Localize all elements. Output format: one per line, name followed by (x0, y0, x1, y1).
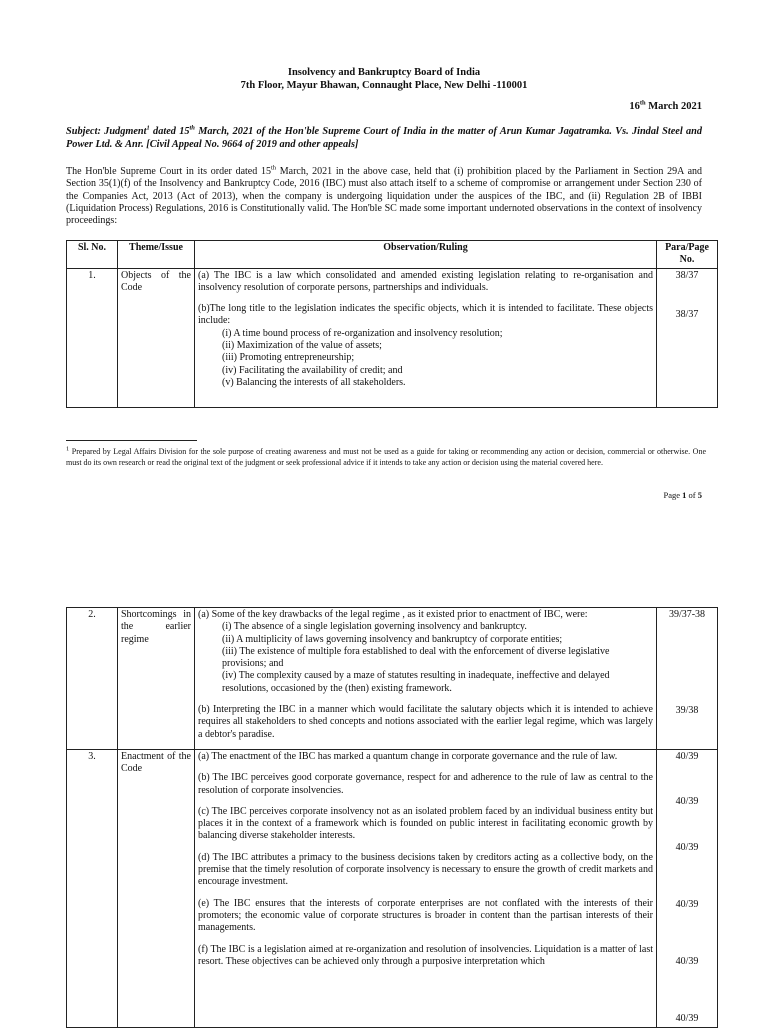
row-para-refs (657, 750, 718, 1028)
observation-item: (b) Interpreting the IBC in a manner which would facilitate the salutary objects which it is intended to achieve requires all stakeholders to shed concepts and notions associated with the earlier legal regime, which was largely a debtor's paradise. (198, 704, 653, 740)
sub-item: (iii) The existence of multiple fora established to deal with the enforcement of diverse legislative provisions; and (222, 645, 610, 670)
para-ref: 40/39 (675, 841, 699, 853)
para-ref: 40/39 (675, 898, 699, 910)
table-row (67, 608, 718, 750)
col-header-para: Para/Page No. (657, 241, 718, 269)
table-header-row (67, 241, 718, 269)
footnote-ref: 1 (146, 124, 150, 132)
letter-date: 16th March 2021 (629, 99, 702, 112)
para-ref: 40/39 (675, 956, 699, 968)
para-ref: 39/38 (675, 705, 699, 717)
table-row (67, 268, 718, 407)
table-row (67, 750, 718, 1028)
observation-item: (b) The IBC perceives good corporate governance, respect for and adherence to the rule of law as central to the resolution of corporate insolvencies. (198, 772, 653, 796)
observation-item: (c) The IBC perceives corporate insolvency not as an isolated problem faced by an individual business entity but places it in the context of a framework which is founded on public interest in facilitating economic growth by balancing diverse stakeholder interests. (198, 805, 653, 842)
observation-item: (a) Some of the key drawbacks of the legal regime , as it existed prior to enactment of IBC, were: (198, 609, 588, 620)
org-name: Insolvency and Bankruptcy Board of India (287, 67, 481, 78)
para-ref: 40/39 (675, 796, 699, 808)
sub-item: (iii) Promoting entrepreneurship; (222, 352, 355, 364)
para-ref: 38/37 (675, 308, 699, 320)
row-theme: Objects of the Code (118, 268, 195, 407)
subject-line: Subject: Judgment$^1$ dated 15th March, 2021 of the Hon'ble Supreme Court of India in the matter of Arun Kumar Jagatramka. Vs. Jindal Steel and Power Ltd. & Anr. [Civil Appeal No. 9664 of 2019 and other appeals] (66, 124, 703, 150)
footnote: $^1$ Prepared by Legal Affairs Division for the sole purpose of creating awareness and must not be used as a guide for taking or recommending any action or decision, commercial or otherwise. One must do its own research or read the original text of the judgment or seek professional advice if it intends to take any action or decision using the material covered here. (66, 445, 706, 467)
sub-item: (iv) Facilitating the availability of credit; and (222, 364, 403, 376)
observation-item: (a) The IBC is a law which consolidated and amended existing legislation relating to re-organisation and insolvency resolution of corporate persons, partnerships and individuals. (198, 269, 653, 293)
para-ref: 39/37-38 (668, 609, 706, 620)
observation-item: (e) The IBC ensures that the interests of corporate enterprises are not conflated with the interests of their promoters; the economic value of corporate structures is broader in content than the partisan interests of their managements. (198, 897, 653, 934)
row-para-refs (657, 608, 718, 750)
col-header-theme: Theme/Issue (118, 241, 195, 269)
observation-item: (b)The long title to the legislation indicates the specific objects, which it is intended to facilitate. These objects include: (198, 303, 653, 327)
row-para-refs (657, 268, 718, 407)
para-ref: 40/39 (675, 751, 699, 762)
sub-item: (iv) The complexity caused by a maze of statutes resulting in inadequate, ineffective and delayed resolutions, occasioned by the (then) existing framework. (222, 670, 610, 694)
sub-item: (ii) Maximization of the value of assets; (222, 340, 382, 352)
sub-item: (v) Balancing the interests of all stakeholders. (222, 376, 406, 388)
sub-item: (i) A time bound process of re-organization and insolvency resolution; (222, 327, 503, 339)
intro-paragraph: The Hon'ble Supreme Court in its order dated 15th March, 2021 in the above case, held that (i) prohibition placed by the Parliament in Section 29A and Section 35(1)(f) of the Insolvency and Bankruptcy Code, 2016 (IBC) must also attach itself to a scheme of compromise or arrangement under Section 230 of the Companies Act, 2013 (Act of 2013), when the company is undergoing liquidation under the auspices of the IBC, and (ii) Regulation 2B of IBBI (Liquidation Process) Regulations, 2016 is Constitutionally valid. The Hon'ble SC made some important undernoted observations in the context of insolvency proceedings: (66, 164, 703, 227)
para-ref: 40/39 (675, 1013, 699, 1025)
sub-item: (ii) A multiplicity of laws governing insolvency and bankruptcy of corporate entities; (222, 633, 563, 645)
row-observation (195, 750, 657, 1028)
document-page-2 (0, 512, 768, 1024)
row-observation (195, 268, 657, 407)
row-number: 3. (67, 750, 118, 1028)
observations-table (66, 240, 718, 408)
observations-table-continued (66, 607, 718, 1028)
para-ref: 38/37 (675, 269, 699, 281)
observation-item: (d) The IBC attributes a primacy to the business decisions taken by creditors acting as a collective body, on the premise that the timely resolution of corporate insolvency is necessary to ensure the growth of credit markets and encourage investment. (198, 851, 653, 888)
observation-item: (f) The IBC is a legislation aimed at re-organization and resolution of insolvencies. Liquidation is a matter of last resort. These objectives can be achieved only through a purposive interpretation which (198, 943, 653, 967)
observation-item: (a) The enactment of the IBC has marked a quantum change in corporate governance and the rule of law. (198, 751, 618, 762)
row-theme: Shortcomings in the earlier regime (118, 608, 195, 750)
col-header-sl: Sl. No. (67, 241, 118, 269)
org-address: 7th Floor, Mayur Bhawan, Connaught Place, New Delhi -110001 (240, 80, 528, 91)
row-number: 1. (67, 268, 118, 407)
row-theme: Enactment of the Code (118, 750, 195, 1028)
row-number: 2. (67, 608, 118, 750)
sub-item: (i) The absence of a single legislation governing insolvency and bankruptcy. (222, 621, 527, 633)
page-number: Page 1 of 5 (663, 490, 702, 500)
document-page-1 (0, 0, 768, 512)
row-observation (195, 608, 657, 750)
footnote-divider (66, 440, 197, 441)
col-header-observation: Observation/Ruling (195, 241, 657, 269)
